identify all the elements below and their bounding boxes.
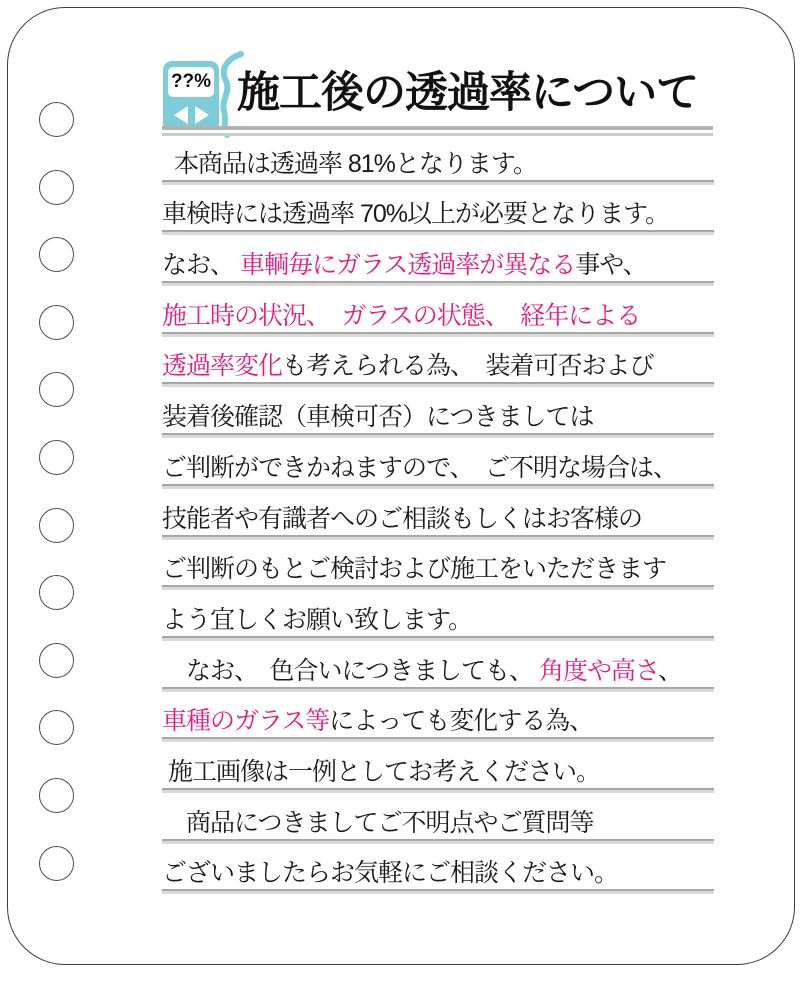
note-text-segment: 角度や高さ	[538, 656, 658, 685]
note-text-segment: 技能者や有識者へのご相談もしくはお客様の	[162, 504, 643, 533]
binding-hole	[39, 508, 74, 543]
note-line-text	[162, 757, 600, 786]
note-line-text	[162, 149, 537, 178]
note-text-segment: 商品につきましてご不明点やご質問等	[162, 808, 594, 837]
note-line	[162, 489, 714, 540]
note-text-segment: ご判断ができかねますので、 ご不明な場合は、	[162, 453, 678, 482]
meter-display-text: ??%	[170, 71, 212, 92]
binding-hole	[39, 170, 74, 205]
note-text-segment: ご判断のもとご検討および施工をいただきます	[162, 555, 667, 584]
note-line-text	[162, 253, 647, 278]
note-text-segment: ございましたらお気軽にご相談ください。	[162, 859, 619, 888]
meter-arrows	[163, 106, 219, 124]
binding-hole	[39, 643, 74, 678]
note-line	[162, 793, 714, 844]
note-line-text	[162, 504, 643, 533]
note-line	[162, 235, 714, 286]
note-line	[162, 286, 714, 337]
binding-hole	[39, 305, 74, 340]
binding-hole	[39, 102, 74, 137]
note-line	[162, 540, 714, 591]
note-text-segment: も考えられる為、 装着可否および	[282, 352, 654, 381]
note-text-segment: 車輌毎にガラス透過率が異なる	[239, 251, 576, 280]
note-text-segment: 本商品は透過率 81%となります。	[162, 149, 537, 178]
note-text-segment: 装着後確認（車検可否）につきましては	[162, 403, 594, 432]
note-line-text	[162, 808, 594, 837]
note-line-text	[162, 861, 618, 886]
note-line-text	[162, 354, 654, 379]
note-text-segment: によっても変化する為、	[329, 707, 594, 736]
note-text-segment: 透過率変化	[162, 352, 283, 381]
note-line-text	[162, 453, 678, 482]
note-line	[162, 387, 714, 438]
note-line-text	[162, 605, 473, 634]
note-line	[162, 692, 714, 743]
binding-hole	[39, 575, 74, 610]
note-line-text	[162, 202, 669, 227]
right-arrow-icon	[195, 106, 209, 124]
note-text-segment: 車検時には透過率 70%以上が必要となります。	[162, 200, 669, 229]
note-line-text	[162, 709, 593, 734]
note-line	[162, 337, 714, 388]
note-line	[162, 742, 714, 793]
note-text-segment: 施工画像は一例としてお考えください。	[162, 757, 600, 786]
binding-hole	[39, 440, 74, 475]
note-text-segment: 事や、	[575, 251, 647, 280]
left-arrow-icon	[174, 106, 188, 124]
note-text-segment: 、	[657, 656, 682, 685]
note-line	[162, 185, 714, 236]
binding-hole	[39, 778, 74, 813]
note-text-segment: 施工時の状況、 ガラスの状態、 経年による	[162, 301, 641, 330]
note-text-segment: 車種のガラス等	[162, 707, 330, 736]
note-text-segment: よう宜しくお願い致します。	[162, 605, 473, 634]
ruled-line	[162, 889, 714, 894]
note-line	[162, 134, 714, 185]
binding-hole	[39, 237, 74, 272]
note-line	[162, 590, 714, 641]
note-line-text	[162, 405, 594, 430]
note-lines	[162, 134, 714, 894]
meter-display	[168, 67, 214, 97]
note-text-segment: なお、 色合いにつきましても、	[162, 656, 539, 685]
note-line-text	[162, 301, 641, 330]
note-line-text	[162, 557, 666, 582]
note-line	[162, 438, 714, 489]
note-line	[162, 641, 714, 692]
note-text-segment: なお、	[162, 251, 240, 280]
transmittance-meter-icon	[163, 61, 219, 132]
note-line	[162, 844, 714, 895]
note-line-text	[162, 656, 682, 685]
page-title: 施工後の透過率について	[237, 69, 699, 117]
binding-hole	[39, 846, 74, 881]
